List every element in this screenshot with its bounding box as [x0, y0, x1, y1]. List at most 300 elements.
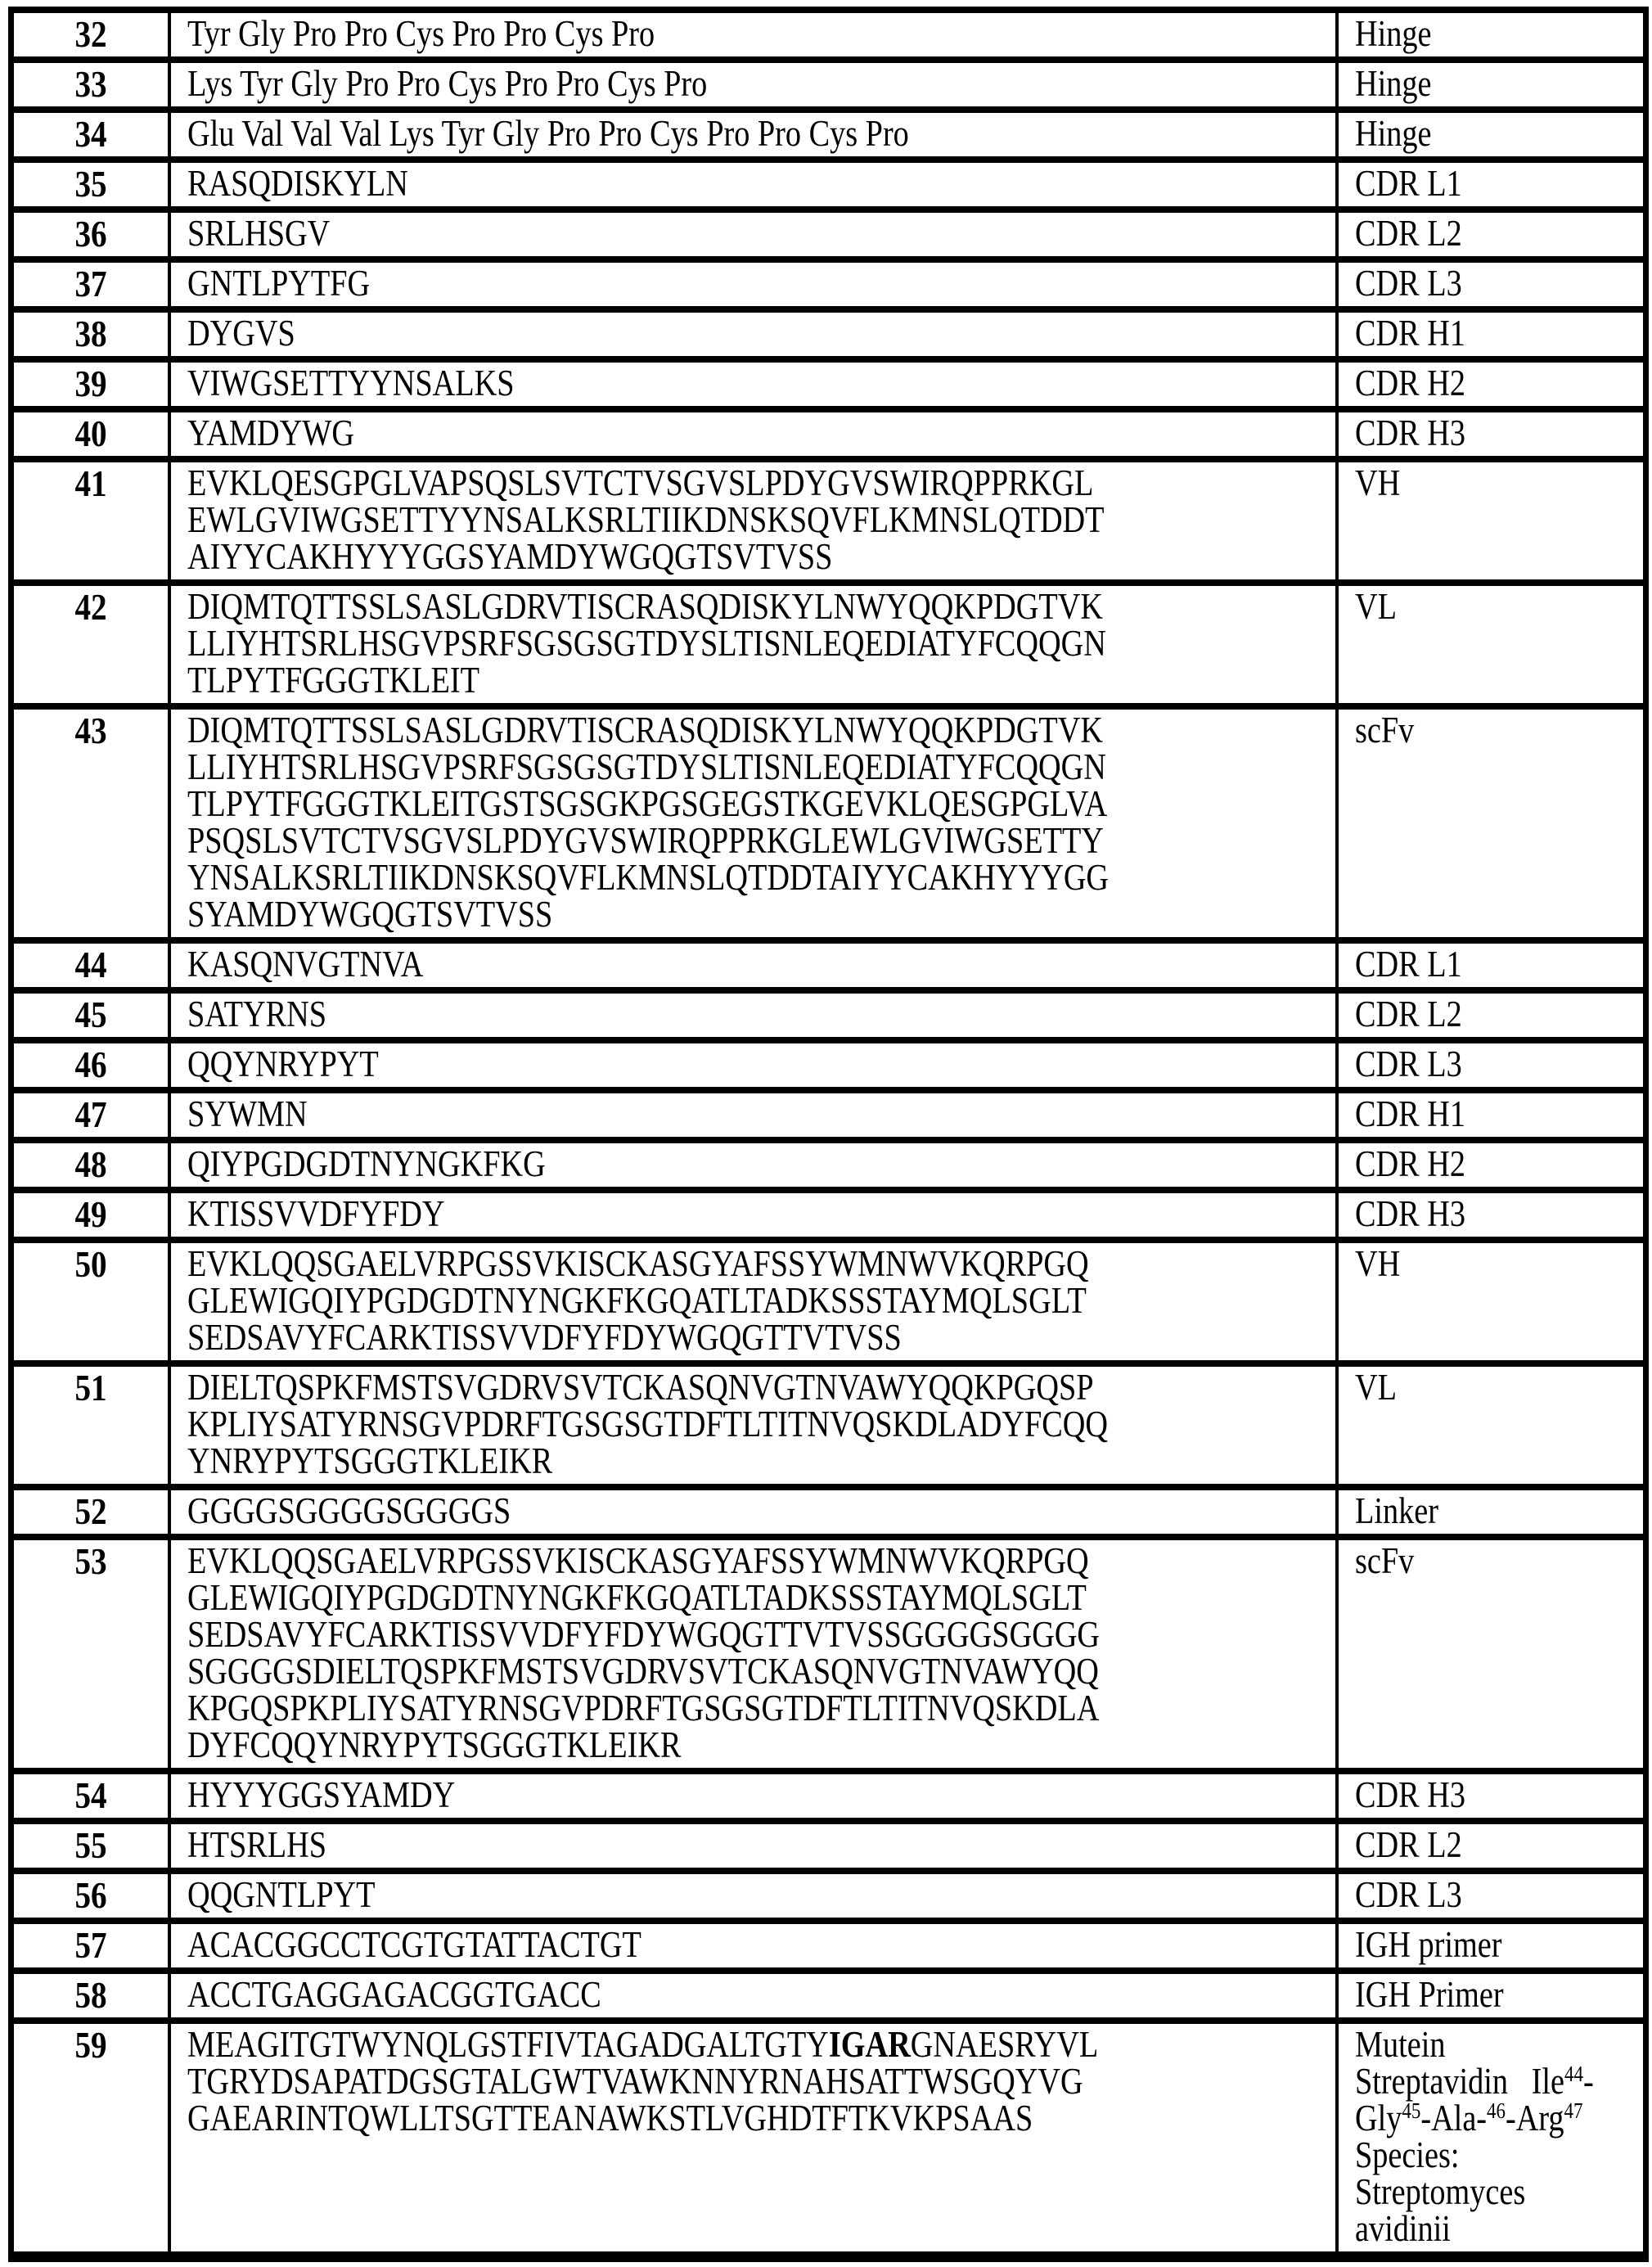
text-run: TLPYTFGGGTKLEITGSTSGSGKPGSGEGSTKGEVKLQESGPGLVA — [187, 783, 1107, 824]
text-run: TLPYTFGGGTKLEIT — [187, 660, 479, 701]
text-line — [1355, 65, 1632, 102]
sequence-cell — [169, 309, 1337, 359]
text-line — [187, 1440, 1324, 1481]
table-row — [11, 1771, 1646, 1821]
table-row — [11, 1363, 1646, 1487]
text-line-content — [1354, 13, 1431, 54]
sequence-cell — [169, 1971, 1337, 2021]
description-cell — [1337, 1487, 1646, 1537]
text-run: Streptomyces — [1354, 2171, 1525, 2212]
text-line-content — [187, 13, 655, 54]
text-line — [187, 1540, 1324, 1581]
text-line — [187, 462, 1324, 503]
text-run: KASQNVGTNVA — [187, 944, 423, 985]
table-row — [11, 359, 1646, 409]
text-run: CDR L1 — [1354, 163, 1462, 204]
text-line-content — [1354, 1874, 1462, 1915]
seq-id-cell — [11, 1537, 169, 1771]
text-line — [1354, 1874, 1632, 1915]
text-run: GNAESRYVL — [910, 2024, 1098, 2065]
text-line — [187, 820, 1324, 861]
sequence-table — [8, 7, 1649, 2262]
seq-id-number: 56 — [74, 1874, 107, 1916]
text-line-content — [187, 1406, 1108, 1443]
table-row — [11, 1090, 1646, 1140]
seq-id-cell — [11, 1821, 169, 1871]
text-line-content — [187, 996, 326, 1033]
text-run: VL — [1354, 586, 1397, 627]
text-run: CDR L2 — [1354, 1824, 1462, 1865]
text-line-content — [1354, 2171, 1525, 2212]
text-line-content — [1354, 2134, 1459, 2175]
text-run: GLEWIGQIYPGDGDTNYNGKFKGQATLTADKSSSTAYMQLSGLT — [187, 1280, 1087, 1321]
text-run: Species: — [1354, 2134, 1459, 2175]
text-run: avidinii — [1354, 2208, 1451, 2249]
text-line-content — [187, 820, 1104, 861]
seq-id-cell — [11, 940, 169, 990]
text-run: EVKLQQSGAELVRPGSSVKISCKASGYAFSSYWMNWVKQRPGQ — [187, 1243, 1089, 1284]
description-cell — [1337, 583, 1646, 706]
seq-id-cell — [11, 1240, 169, 1363]
seq-id-number: 48 — [74, 1143, 107, 1185]
text-line — [187, 1653, 1324, 1690]
text-line-content — [187, 1653, 1099, 1690]
description-cell — [1337, 10, 1646, 60]
seq-id-cell — [11, 309, 169, 359]
description-cell — [1337, 359, 1646, 409]
superscript-run: 45 — [1401, 2098, 1420, 2123]
text-run: Streptavidin Ile — [1354, 2061, 1564, 2102]
text-run: SYAMDYWGQGTSVTVSS — [187, 894, 552, 935]
text-line-content — [187, 536, 832, 577]
description-cell — [1337, 210, 1646, 259]
table-row — [11, 1140, 1646, 1190]
seq-id-number: 32 — [74, 13, 107, 55]
sequence-cell — [169, 10, 1337, 60]
text-line — [1354, 2171, 1632, 2212]
seq-id-number: 47 — [74, 1093, 107, 1135]
text-run: CDR H3 — [1354, 1774, 1465, 1815]
seq-id-number: 42 — [74, 586, 107, 628]
text-line — [1354, 1143, 1632, 1184]
text-line-content — [187, 1577, 1087, 1618]
table-row — [11, 409, 1646, 459]
text-line-content — [187, 1282, 1087, 1319]
text-line — [187, 1143, 1324, 1184]
seq-id-cell — [11, 1190, 169, 1240]
description-cell — [1337, 1363, 1646, 1487]
description-cell — [1337, 706, 1646, 940]
text-line-content — [187, 115, 909, 152]
description-cell — [1337, 1921, 1646, 1971]
seq-id-number: 37 — [74, 263, 107, 304]
text-run: Lys Tyr Gly Pro Pro Cys Pro Pro Cys Pro — [187, 63, 707, 104]
text-line — [187, 625, 1324, 662]
sequence-cell — [169, 210, 1337, 259]
text-line — [1355, 165, 1632, 202]
sequence-cell — [169, 110, 1337, 160]
text-run: DIQMTQTTSSLSASLGDRVTISCRASQDISKYLNWYQQKPDGTVK — [187, 586, 1103, 627]
text-line-content — [1354, 1093, 1465, 1134]
seq-id-number: 45 — [74, 994, 107, 1035]
text-line-content — [187, 315, 295, 352]
text-line-content — [1354, 1193, 1465, 1234]
sequence-cell — [169, 1240, 1337, 1363]
text-run: Tyr Gly Pro Pro Cys Pro Pro Cys Pro — [187, 13, 655, 54]
text-run: YAMDYWG — [187, 412, 354, 453]
text-run: GLEWIGQIYPGDGDTNYNGKFKGQATLTADKSSSTAYMQLSGLT — [187, 1577, 1087, 1618]
description-cell — [1337, 1871, 1646, 1921]
description-cell — [1337, 940, 1646, 990]
text-line — [1355, 2063, 1632, 2100]
text-run: Linker — [1354, 1490, 1438, 1531]
seq-id-cell — [11, 706, 169, 940]
description-cell — [1337, 1040, 1646, 1090]
seq-id-number: 57 — [74, 1924, 107, 1966]
text-run: GAEARINTQWLLTSGTTEANAWKSTLVGHDTFTKVKPSAAS — [187, 2098, 1033, 2139]
text-run: Gly — [1354, 2098, 1402, 2139]
text-line — [187, 412, 1324, 453]
text-run: PSQSLSVTCTVSGVSLPDYGVSWIRQPPRKGLEWLGVIWGSETTY — [187, 820, 1104, 861]
description-cell — [1337, 1821, 1646, 1871]
text-line — [187, 65, 1324, 102]
text-line — [187, 1824, 1324, 1865]
text-line — [1355, 1369, 1632, 1406]
superscript-run: 46 — [1486, 2098, 1506, 2123]
sequence-cell — [169, 706, 1337, 940]
text-line — [1354, 462, 1632, 503]
seq-id-number: 54 — [74, 1774, 107, 1816]
text-run: DIELTQSPKFMSTSVGDRVSVTCKASQNVGTNVAWYQQKPGQSP — [187, 1367, 1094, 1408]
table-row — [11, 1040, 1646, 1090]
description-cell — [1337, 2021, 1646, 2257]
text-run: AIYYCAKHYYYGGSYAMDYWGQGTSVTVSS — [187, 536, 832, 577]
text-line-content — [187, 1440, 552, 1481]
text-line — [1355, 1976, 1632, 2013]
text-line-content — [187, 2063, 1083, 2100]
description-cell — [1337, 1771, 1646, 1821]
text-run: scFv — [1354, 1540, 1414, 1581]
seq-id-number: 59 — [74, 2024, 107, 2066]
text-line-content — [1354, 412, 1465, 453]
text-line — [187, 588, 1324, 625]
table-row — [11, 309, 1646, 359]
text-line-content — [187, 1924, 641, 1965]
seq-id-cell — [11, 1140, 169, 1190]
sequence-cell — [169, 1140, 1337, 1190]
table-row — [11, 10, 1646, 60]
text-line-content — [1355, 946, 1462, 983]
text-line-content — [187, 1874, 375, 1915]
text-run: CDR L1 — [1354, 944, 1462, 985]
seq-id-number: 36 — [74, 213, 107, 255]
text-run: CDR L3 — [1354, 263, 1462, 304]
table-row — [11, 1190, 1646, 1240]
seq-id-cell — [11, 1771, 169, 1821]
text-line — [1355, 996, 1632, 1033]
text-line — [187, 662, 1324, 699]
text-line-content — [1355, 1369, 1397, 1406]
text-line-content — [187, 1490, 511, 1531]
text-run: SATYRNS — [187, 994, 326, 1034]
text-line — [1354, 1824, 1632, 1865]
text-run: CDR H2 — [1354, 363, 1465, 403]
table-row — [11, 2021, 1646, 2257]
seq-id-number: 46 — [74, 1043, 107, 1085]
seq-id-number: 33 — [74, 63, 107, 105]
sequence-cell — [169, 1537, 1337, 1771]
text-line-content — [187, 1540, 1089, 1581]
text-line — [187, 265, 1324, 302]
text-run: Hinge — [1354, 13, 1431, 54]
text-line-content — [1355, 65, 1431, 102]
text-run: CDR H3 — [1354, 1193, 1465, 1234]
text-run: EVKLQESGPGLVAPSQSLSVTCTVSGVSLPDYGVSWIRQPPRKGL — [187, 462, 1093, 503]
seq-id-number: 58 — [74, 1974, 107, 2016]
text-line-content — [187, 1093, 308, 1134]
text-line — [187, 1369, 1324, 1406]
text-line-content — [187, 746, 1106, 787]
sequence-cell — [169, 1040, 1337, 1090]
sequence-cell — [169, 583, 1337, 706]
text-line-content — [187, 1690, 1099, 1727]
superscript-run: 44 — [1564, 2062, 1583, 2086]
text-line — [187, 365, 1324, 402]
text-line — [187, 215, 1324, 252]
text-line-content — [1355, 315, 1465, 352]
text-line-content — [187, 662, 479, 699]
text-line-content — [1354, 1490, 1438, 1531]
text-line — [187, 1924, 1324, 1965]
seq-id-cell — [11, 1871, 169, 1921]
superscript-run: 47 — [1564, 2098, 1582, 2123]
text-line — [187, 2100, 1324, 2137]
sequence-cell — [169, 1487, 1337, 1537]
sequence-cell — [169, 1190, 1337, 1240]
text-line — [187, 746, 1324, 787]
text-line-content — [187, 588, 1103, 625]
text-run: LLIYHTSRLHSGVPSRFSGSGSGTDYSLTISNLEQEDIATYFCQQGN — [187, 623, 1106, 664]
text-run: DYGVS — [187, 313, 295, 354]
text-line — [187, 859, 1324, 896]
table-row — [11, 706, 1646, 940]
text-line — [187, 996, 1324, 1033]
text-run: QIYPGDGDTNYNGKFKG — [187, 1143, 546, 1184]
table-row — [11, 160, 1646, 210]
text-run: IGH Primer — [1354, 1974, 1504, 2015]
text-run: LLIYHTSRLHSGVPSRFSGSGSGTDYSLTISNLEQEDIATYFCQQGN — [187, 746, 1106, 787]
text-run: GGGGSGGGGSGGGGS — [187, 1490, 511, 1531]
sequence-cell — [169, 1363, 1337, 1487]
text-line — [187, 1690, 1324, 1727]
sequence-cell — [169, 409, 1337, 459]
text-line — [1355, 365, 1632, 402]
text-line-content — [187, 1369, 1094, 1406]
sequence-cell — [169, 160, 1337, 210]
text-run: SYWMN — [187, 1093, 308, 1134]
text-line — [187, 1319, 1324, 1356]
text-line — [1355, 215, 1632, 252]
text-line — [187, 13, 1324, 54]
sequence-table-body — [11, 10, 1646, 2257]
sequence-cell — [169, 2021, 1337, 2257]
table-row — [11, 1921, 1646, 1971]
description-cell — [1337, 160, 1646, 210]
table-row — [11, 259, 1646, 309]
text-line-content — [1355, 1976, 1504, 2013]
text-line — [187, 1282, 1324, 1319]
text-run: QQYNRYPYT — [187, 1043, 379, 1084]
text-line-content — [187, 265, 370, 302]
table-row — [11, 210, 1646, 259]
text-run: KTISSVVDFYFDY — [187, 1193, 445, 1234]
seq-id-cell — [11, 1040, 169, 1090]
text-line — [1355, 265, 1632, 302]
seq-id-number: 39 — [74, 363, 107, 404]
text-line — [187, 1043, 1324, 1084]
text-line-content — [1354, 1043, 1462, 1084]
text-line — [187, 1406, 1324, 1443]
text-run: HTSRLHS — [187, 1824, 326, 1865]
text-line — [187, 1490, 1324, 1531]
text-run: Mutein — [1354, 2024, 1445, 2065]
text-line-content — [1354, 462, 1400, 503]
sequence-cell — [169, 1821, 1337, 1871]
text-line — [1354, 2208, 1632, 2249]
sequence-cell — [169, 990, 1337, 1040]
text-line-content — [1354, 1824, 1462, 1865]
table-row — [11, 60, 1646, 110]
text-line-content — [187, 365, 514, 402]
text-line — [1354, 412, 1632, 453]
text-line — [1355, 2026, 1632, 2063]
text-line — [1354, 2134, 1632, 2175]
text-line-content — [187, 462, 1093, 503]
text-line-content — [1355, 115, 1431, 152]
table-row — [11, 1971, 1646, 2021]
text-run: CDR L2 — [1354, 994, 1462, 1034]
text-run: CDR H3 — [1354, 412, 1465, 453]
text-line — [1354, 1924, 1632, 1965]
seq-id-cell — [11, 1363, 169, 1487]
text-run: CDR H2 — [1354, 1143, 1465, 1184]
text-line-content — [1355, 2026, 1446, 2063]
text-line — [1354, 13, 1632, 54]
text-line — [187, 1976, 1324, 2013]
text-run: CDR L3 — [1354, 1043, 1462, 1084]
description-cell — [1337, 309, 1646, 359]
sequence-cell — [169, 940, 1337, 990]
text-run: SEDSAVYFCARKTISSVVDFYFDYWGQGTTVTVSSGGGGSGGGG — [187, 1614, 1100, 1655]
text-line-content — [1355, 2063, 1594, 2100]
text-line-content — [1354, 1924, 1502, 1965]
text-line-content — [187, 783, 1107, 824]
seq-id-cell — [11, 1921, 169, 1971]
text-line-content — [1355, 588, 1397, 625]
text-line-content — [1355, 265, 1462, 302]
sequence-cell — [169, 1921, 1337, 1971]
description-cell — [1337, 409, 1646, 459]
text-line-content — [187, 1976, 601, 2013]
text-line — [1354, 1193, 1632, 1234]
description-cell — [1337, 990, 1646, 1040]
seq-id-cell — [11, 409, 169, 459]
text-line — [187, 1724, 1324, 1765]
text-line-content — [187, 1143, 546, 1184]
text-run: SEDSAVYFCARKTISSVVDFYFDYWGQGTTVTVSS — [187, 1317, 902, 1358]
text-line — [1354, 1043, 1632, 1084]
table-row — [11, 110, 1646, 160]
text-line — [187, 499, 1324, 540]
text-run: KPGQSPKPLIYSATYRNSGVPDRFTGSGSGTDFTLTITNVQSKDLA — [187, 1688, 1099, 1728]
sequence-cell — [169, 60, 1337, 110]
text-line-content — [187, 946, 423, 983]
text-line-content — [1354, 1243, 1400, 1284]
seq-id-number: 44 — [74, 944, 107, 985]
seq-id-number: 38 — [74, 313, 107, 354]
text-line — [187, 115, 1324, 152]
text-line — [187, 1243, 1324, 1284]
text-run: EWLGVIWGSETTYYNSALKSRLTIIKDNSKSQVFLKMNSLQTDDT — [187, 499, 1105, 540]
seq-id-number: 55 — [74, 1824, 107, 1866]
text-run: HYYYGGSYAMDY — [187, 1774, 455, 1815]
seq-id-cell — [11, 1971, 169, 2021]
text-line — [187, 315, 1324, 352]
seq-id-cell — [11, 1487, 169, 1537]
text-line-content — [1354, 1540, 1414, 1581]
text-run: SGGGGSDIELTQSPKFMSTSVGDRVSVTCKASQNVGTNVAWYQQ — [187, 1651, 1099, 1692]
text-run: Hinge — [1354, 63, 1431, 104]
seq-id-cell — [11, 210, 169, 259]
sequence-cell — [169, 359, 1337, 409]
table-row — [11, 940, 1646, 990]
text-line-content — [1354, 2208, 1451, 2249]
text-run: IGH primer — [1354, 1924, 1502, 1965]
text-line — [187, 946, 1324, 983]
text-run: DIQMTQTTSSLSASLGDRVTISCRASQDISKYLNWYQQKPDGTVK — [187, 710, 1103, 750]
text-run: VIWGSETTYYNSALKS — [187, 363, 514, 403]
text-line-content — [1354, 1774, 1465, 1815]
text-line — [187, 1616, 1324, 1653]
text-line-content — [187, 1616, 1100, 1653]
text-run: Hinge — [1354, 113, 1431, 154]
seq-id-number: 35 — [74, 163, 107, 205]
text-line — [1354, 1540, 1632, 1581]
text-line — [187, 165, 1324, 202]
text-run: VL — [1354, 1367, 1397, 1408]
text-line — [1355, 946, 1632, 983]
text-line-content — [187, 1824, 326, 1865]
description-cell — [1337, 259, 1646, 309]
text-run: VH — [1354, 1243, 1400, 1284]
text-line-content — [187, 1193, 445, 1234]
text-line-content — [1355, 215, 1462, 252]
text-line — [187, 536, 1324, 577]
text-run: DYFCQQYNRYPYTSGGGTKLEIKR — [187, 1724, 682, 1765]
text-run: -Ala- — [1420, 2098, 1487, 2139]
text-line-content — [187, 215, 330, 252]
text-line — [1354, 1774, 1632, 1815]
seq-id-cell — [11, 990, 169, 1040]
text-line-content — [187, 165, 408, 202]
text-line-content — [187, 1774, 455, 1815]
sequence-cell — [169, 459, 1337, 583]
seq-id-number: 43 — [74, 710, 107, 751]
description-cell — [1337, 459, 1646, 583]
text-line — [187, 2063, 1324, 2100]
text-line — [1354, 1093, 1632, 1134]
seq-id-number: 50 — [74, 1243, 107, 1285]
